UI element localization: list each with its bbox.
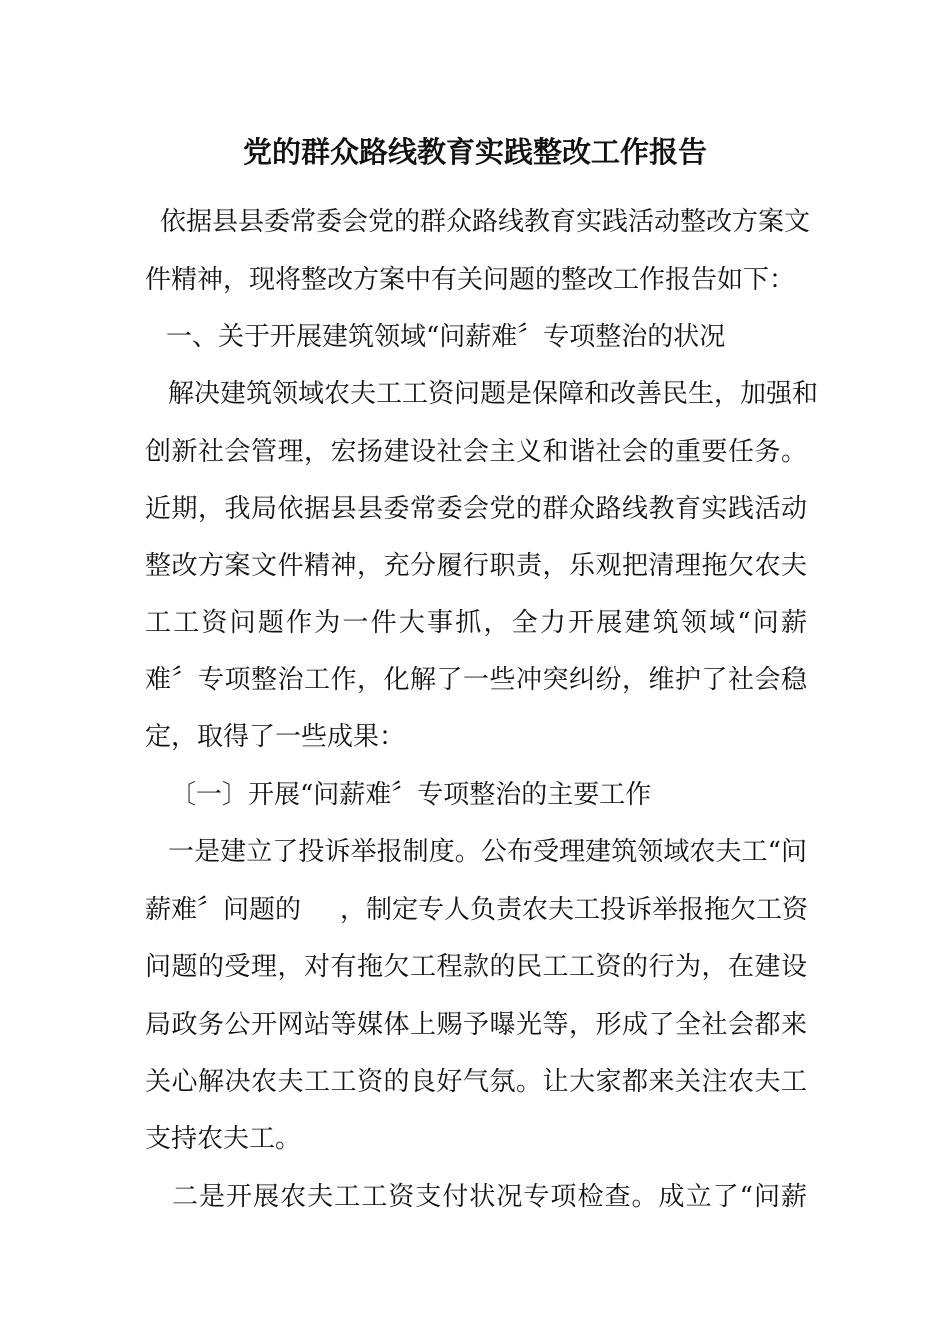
paragraph-line: 支持农夫工。 xyxy=(145,1124,302,1154)
section-heading: 一、关于开展建筑领域“问薪难〞专项整治的状况 xyxy=(166,322,726,352)
paragraph-line: 问题的受理，对有拖欠工程款的民工工资的行为，在建设 xyxy=(145,952,807,982)
paragraph-line: 薪难〞问题的 xyxy=(145,895,302,925)
paragraph-line: 工工资问题作为一件大事抓，全力开展建筑领域“问薪 xyxy=(145,608,807,638)
paragraph-line: ，制定专人负责农夫工投诉举报拖欠工资 xyxy=(340,895,809,925)
paragraph-line: 件精神，现将整改方案中有关问题的整改工作报告如下： xyxy=(145,265,796,295)
paragraph-line: 二是开展农夫工工资支付状况专项检查。成立了“问薪 xyxy=(172,1182,807,1212)
paragraph-line: 难〞专项整治工作，化解了一些冲突纠纷，维护了社会稳 xyxy=(145,665,807,695)
paragraph-line: 定，取得了一些成果： xyxy=(145,722,406,752)
paragraph-line: 局政务公开网站等媒体上赐予曝光等，形成了全社会都来 xyxy=(145,1010,807,1040)
document-title: 党的群众路线教育实践整改工作报告 xyxy=(242,135,707,169)
paragraph-line: 关心解决农夫工工资的良好气氛。让大家都来关注农夫工 xyxy=(145,1067,807,1097)
paragraph-line: 一是建立了投诉举报制度。公布受理建筑领域农夫工“问 xyxy=(168,837,807,867)
paragraph-line: 近期，我局依据县县委常委会党的群众路线教育实践活动 xyxy=(145,494,807,524)
paragraph-line: 依据县县委常委会党的群众路线教育实践活动整改方案文 xyxy=(160,207,811,237)
subsection-heading: 〔一〕开展“问薪难〞专项整治的主要工作 xyxy=(170,780,652,810)
paragraph-line: 整改方案文件精神，充分履行职责，乐观把清理拖欠农夫 xyxy=(145,551,807,581)
paragraph-line: 创新社会管理，宏扬建设社会主义和谐社会的重要任务。 xyxy=(145,437,807,467)
paragraph-line: 解决建筑领域农夫工工资问题是保障和改善民生，加强和 xyxy=(168,379,819,409)
